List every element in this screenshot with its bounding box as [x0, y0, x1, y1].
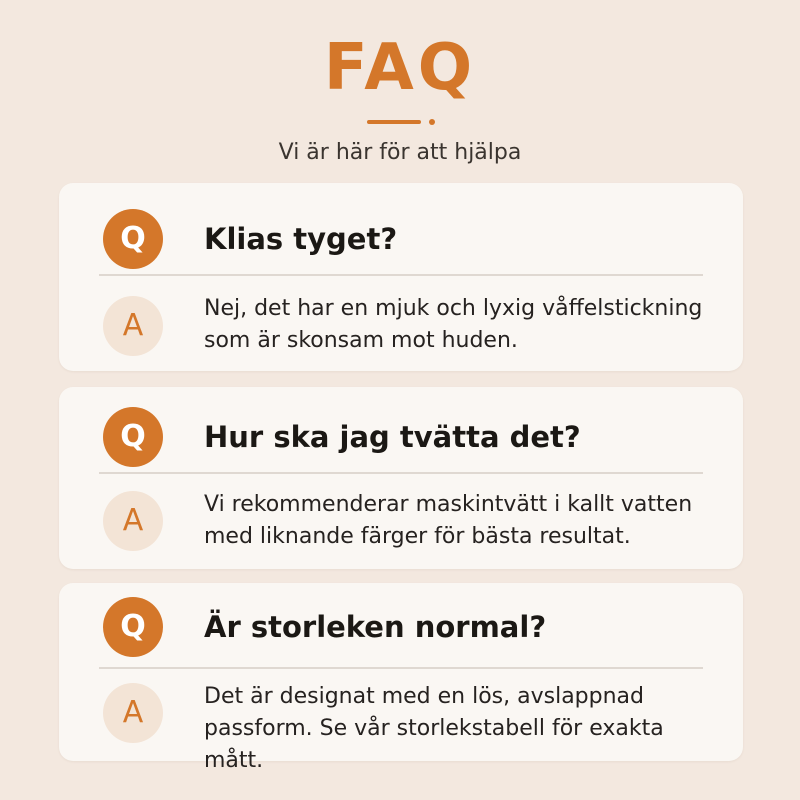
- question-badge: Q: [103, 597, 163, 657]
- faq-answer: Det är designat med en lös, avslappnad passform. Se vår storlekstabell för exakta mått.: [204, 684, 664, 773]
- faq-card: [59, 183, 743, 371]
- faq-question: Klias tyget?: [204, 222, 398, 256]
- faq-card: [59, 387, 743, 569]
- question-badge: Q: [103, 209, 163, 269]
- question-badge: Q: [103, 407, 163, 467]
- faq-answer: Vi rekommenderar maskintvätt i kallt vatten med liknande färger för bästa resultat.: [204, 492, 693, 549]
- answer-badge: A: [103, 491, 163, 551]
- title-underline: [367, 120, 421, 124]
- divider: [99, 667, 703, 669]
- answer-badge: A: [103, 296, 163, 356]
- faq-question: Är storleken normal?: [204, 610, 547, 644]
- faq-answer: Nej, det har en mjuk och lyxig våffelstickning som är skonsam mot huden.: [204, 296, 703, 353]
- header: [0, 0, 800, 180]
- page-title: FAQ: [323, 31, 477, 105]
- divider: [99, 274, 703, 276]
- faq-card: [59, 583, 743, 773]
- divider: [99, 472, 703, 474]
- page-subtitle: Vi är här för att hjälpa: [278, 140, 522, 165]
- title-dot: [429, 119, 435, 125]
- faq-question: Hur ska jag tvätta det?: [204, 420, 581, 454]
- answer-badge: A: [103, 683, 163, 743]
